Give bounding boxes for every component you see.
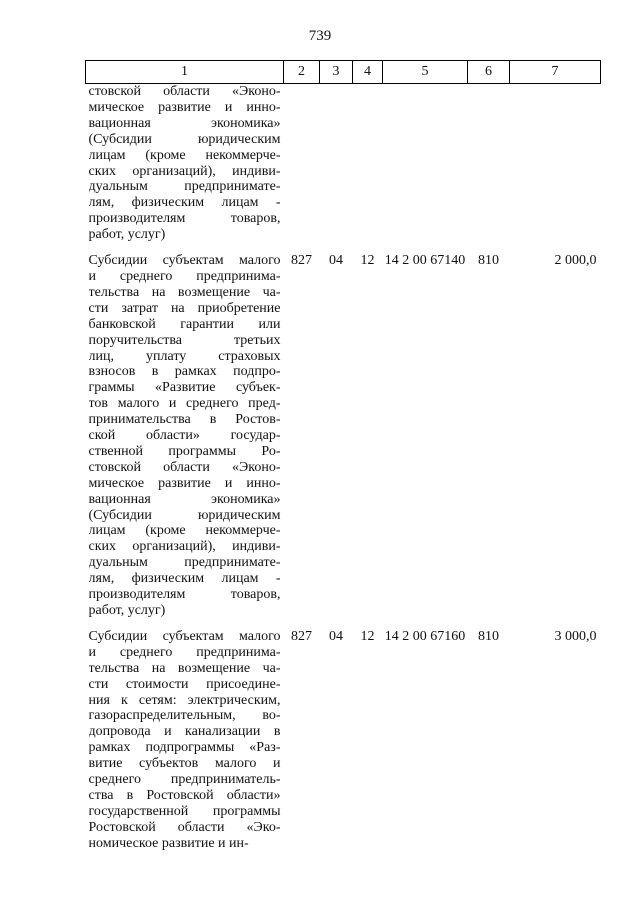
amount-cell: 3 000,0: [554, 628, 597, 644]
description-line: производителям товаров,: [88, 587, 281, 603]
description-line: ских организаций), индиви-: [88, 539, 281, 555]
table-row: [86, 253, 601, 619]
description-line: ской области» государ-: [88, 428, 281, 444]
target-article-cell: 14 2 00 67160: [384, 628, 466, 644]
description-line: работ, услуг): [88, 227, 166, 243]
description-line: среднего предприниматель-: [88, 772, 281, 788]
row-spacer-cell: [86, 619, 601, 629]
column-header: 7: [510, 61, 601, 84]
description-line: газораспределительным, во-: [88, 708, 281, 724]
column-header: 2: [284, 61, 320, 84]
description-line: дуальным предпринимате-: [88, 555, 281, 571]
description-line: (Субсидии юридическим: [88, 507, 281, 523]
amount-cell: 2 000,0: [554, 253, 597, 269]
column-header: 5: [383, 61, 468, 84]
admin-code-cell: 827: [291, 253, 312, 269]
description-line: ственной программы Ро-: [88, 443, 281, 459]
row-spacer: [86, 243, 601, 253]
description-line: вационная экономика»: [88, 491, 281, 507]
target-article-cell: 14 2 00 67140: [384, 253, 466, 269]
expense-type-cell: 810: [478, 628, 499, 644]
row-description: [86, 629, 284, 852]
column-header: 3: [320, 61, 353, 84]
description-line: лицам (кроме некоммерче-: [88, 147, 281, 163]
description-line: сти затрат на приобретение: [88, 300, 281, 316]
description-line: ния к сетям: электрическим,: [88, 692, 281, 708]
column-header: 1: [86, 61, 284, 84]
description-line: (Субсидии юридическим: [88, 131, 281, 147]
target-article-cell: [383, 84, 468, 244]
description-line: лям, физическим лицам -: [88, 571, 281, 587]
description-line: стовской области «Эконо-: [88, 459, 281, 475]
admin-code-cell: [284, 84, 320, 244]
admin-code-cell: 827: [291, 628, 312, 644]
description-line: ских организаций), индиви-: [88, 163, 281, 179]
description-line: стовской области «Эконо-: [88, 84, 281, 99]
description-line: вационная экономика»: [88, 115, 281, 131]
amount-cell: [510, 84, 601, 244]
description-line: мическое развитие и инно-: [88, 475, 281, 491]
description-line: рамках подпрограммы «Раз-: [88, 740, 281, 756]
expense-type-cell: 810: [478, 253, 499, 269]
description-line: и среднего предпринима-: [88, 268, 281, 284]
description-line: граммы «Развитие субъек-: [88, 380, 281, 396]
description-line: тельства на возмещение ча-: [88, 660, 281, 676]
description-line: допровода и канализации в: [88, 724, 281, 740]
description-line: дуальным предпринимате-: [88, 179, 281, 195]
row-description: [86, 253, 284, 619]
row-description: [86, 84, 284, 244]
description-line: и среднего предпринима-: [88, 644, 281, 660]
section-code-cell: 04: [329, 628, 343, 644]
section-code-cell: 04: [329, 253, 343, 269]
description-line: государственной программы: [88, 803, 281, 819]
description-line: мическое развитие и инно-: [88, 99, 281, 115]
row-spacer-cell: [86, 243, 601, 253]
description-line: номическое развитие и ин-: [88, 835, 249, 851]
column-header: 6: [468, 61, 510, 84]
description-line: взносов в рамках подпро-: [88, 364, 281, 380]
description-line: лиц, уплату страховых: [88, 348, 281, 364]
description-line: банковской гарантии или: [88, 316, 281, 332]
description-line: лицам (кроме некоммерче-: [88, 523, 281, 539]
table-body: [86, 84, 601, 852]
description-line: Ростовской области «Эко-: [88, 819, 281, 835]
column-header: 4: [353, 61, 383, 84]
description-line: работ, услуг): [88, 603, 166, 618]
page-number: 739: [308, 28, 332, 44]
subsection-code-cell: 12: [360, 628, 375, 644]
expense-type-cell: [468, 84, 510, 244]
budget-table: [85, 60, 601, 852]
description-line: тов малого и среднего пред-: [88, 396, 281, 412]
table-row: [86, 84, 601, 244]
description-line: тельства на возмещение ча-: [88, 284, 281, 300]
description-line: поручительства третьих: [88, 332, 281, 348]
description-line: ства в Ростовской области»: [88, 787, 281, 803]
subsection-code-cell: 12: [360, 253, 375, 269]
description-line: производителям товаров,: [88, 211, 281, 227]
description-line: принимательства в Ростов-: [88, 412, 281, 428]
description-line: Субсидии субъектам малого: [88, 253, 281, 269]
section-code-cell: [320, 84, 353, 244]
description-line: сти стоимости присоедине-: [88, 676, 281, 692]
description-line: Субсидии субъектам малого: [88, 628, 281, 644]
table-header-row: [86, 61, 601, 84]
description-line: витие субъектов малого и: [88, 756, 281, 772]
table-row: [86, 629, 601, 852]
row-spacer: [86, 619, 601, 629]
description-line: лям, физическим лицам -: [88, 195, 281, 211]
subsection-code-cell: [353, 84, 383, 244]
